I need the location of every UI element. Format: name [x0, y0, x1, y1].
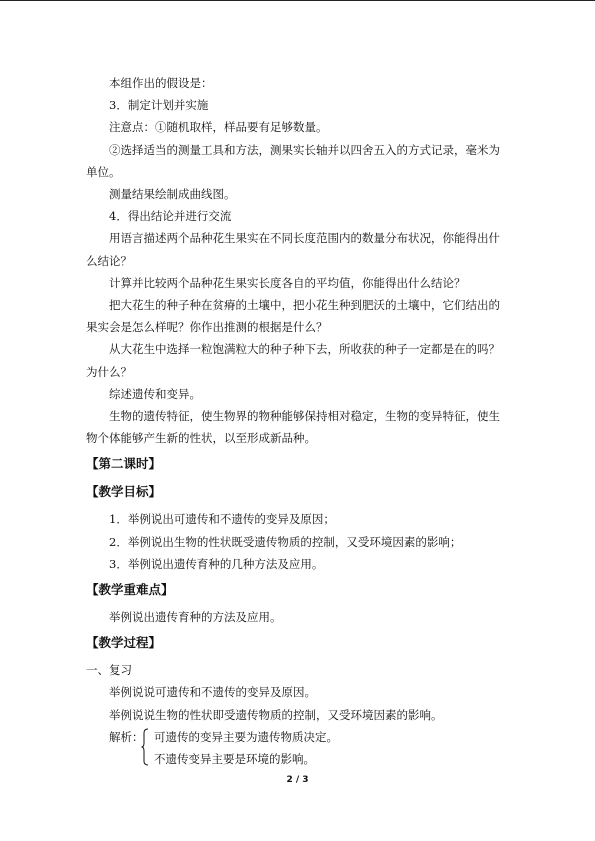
paragraph: 计算并比较两个品种花生果实长度各自的平均值，你能得出什么结论？	[109, 275, 466, 290]
paragraph: 用语言描述两个品种花生果实在不同长度范围内的数量分布状况，你能得出什么结论？	[86, 231, 500, 268]
heading-lesson2: 【第二课时】	[86, 456, 162, 472]
paragraph: 综述遗传和变异。	[109, 386, 201, 401]
heading-key-points: 【教学重难点】	[86, 582, 174, 598]
document-body	[86, 72, 506, 772]
analysis-line: 不遗传变异主要是环境的影响。	[154, 751, 315, 766]
goal-item: 3．举例说出遗传育种的几种方法及应用。	[109, 556, 324, 571]
paragraph: 把大花生的种子种在贫瘠的土壤中，把小花生种到肥沃的土壤中，它们结出的果实会是怎么样呢？你作出推测的根据是什么？	[86, 298, 500, 335]
review-title: 一、复习	[86, 663, 132, 678]
left-brace-icon	[141, 728, 149, 766]
header-rule	[0, 0, 595, 1]
goal-item: 1．举例说出可遗传和不遗传的变异及原因；	[109, 512, 335, 527]
heading-goals: 【教学目标】	[86, 484, 162, 500]
goal-item: 2．举例说出生物的性状既受遗传物质的控制，又受环境因素的影响；	[109, 534, 462, 549]
paragraph: 4．得出结论并进行交流	[109, 209, 232, 224]
paragraph: ②选择适当的测量工具和方法，测果实长轴并以四舍五入的方式记录，毫米为单位。	[86, 142, 500, 179]
paragraph: 生物的遗传特征，使生物界的物种能够保持相对稳定，生物的变异特征，使生物个体能够产生新的性状，以至形成新品种。	[86, 409, 500, 446]
analysis-block	[86, 726, 506, 772]
paragraph: 从大花生中选择一粒饱满粒大的种子种下去，所收获的种子一定都是在的吗？为什么？	[86, 342, 500, 379]
analysis-line: 可遗传的变异主要为遗传物质决定。	[154, 729, 338, 744]
paragraph: 注意点：①随机取样，样品要有足够数量。	[109, 120, 328, 135]
paragraph: 测量结果绘制成曲线图。	[109, 187, 236, 202]
paragraph: 本组作出的假设是：	[109, 76, 213, 90]
page-number: 2 / 3	[286, 775, 309, 785]
heading-process: 【教学过程】	[86, 635, 162, 651]
paragraph: 3．制定计划并实施	[109, 98, 209, 113]
key-points-text: 举例说出遗传育种的方法及应用。	[109, 610, 282, 625]
review-question: 举例说说可遗传和不遗传的变异及原因。	[109, 685, 316, 700]
review-question: 举例说说生物的性状即受遗传物质的控制，又受环境因素的影响。	[109, 707, 443, 722]
analysis-label: 解析：	[109, 729, 144, 744]
